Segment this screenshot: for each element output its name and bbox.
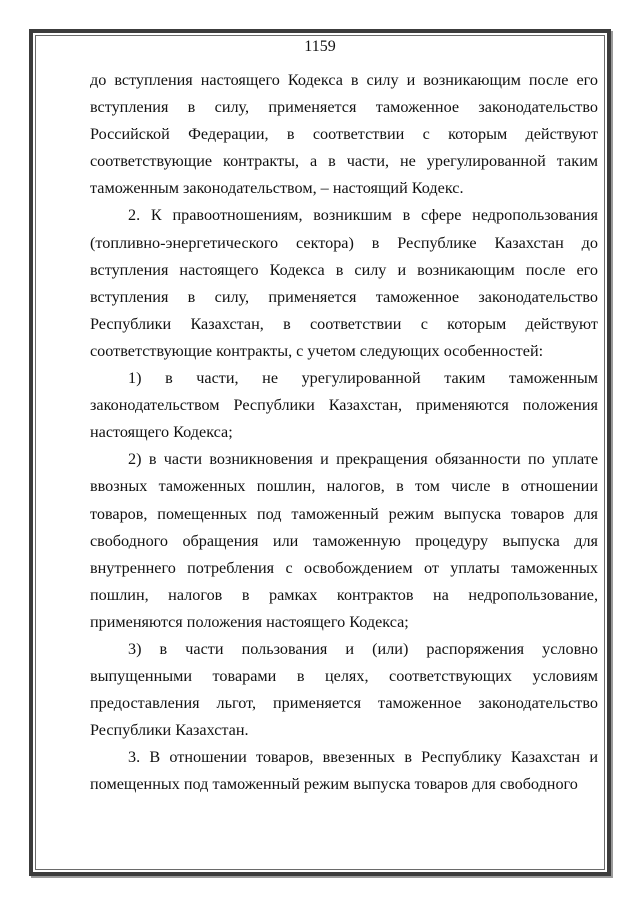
paragraph-item-2: 2. К правоотношениям, возникшим в сфере недропользования (топливно-энергетического сектора) в Республике Казахстан до вступления настоящего Кодекса в силу и возникающим после его вступления в силу, применяется таможенное законодательство Республики Казахстан, в соответствии с которым действуют соответствующие контракты, с учетом следующих особенностей:: [90, 206, 598, 360]
page-number: 1159: [304, 38, 336, 55]
paragraph-item-3: 3. В отношении товаров, ввезенных в Республику Казахстан и помещенных под таможенный режим выпуска товаров для свободного: [90, 748, 598, 794]
document-body: [90, 67, 598, 799]
paragraph-subitem-3: 3) в части пользования и (или) распоряжения условно выпущенными товарами в целях, соответствующих условиям предоставления льгот, применяется таможенное законодательство Республики Казахстан.: [90, 639, 598, 740]
paragraph-continuation: до вступления настоящего Кодекса в силу и возникающим после его вступления в силу, применяется таможенное законодательство Российской Федерации, в соответствии с которым действуют соответствующие контракты, а в части, не урегулированной таким таможенным законодательством, – настоящий Кодекс.: [90, 71, 598, 198]
paragraph-subitem-2: 2) в части возникновения и прекращения обязанности по уплате ввозных таможенных пошлин, налогов, в том числе в отношении товаров, помещенных под таможенный режим выпуска товаров для свободного обращения или таможенную процедуру выпуска для внутреннего потребления с освобождением от уплаты таможенных пошлин, налогов в рамках контрактов на недропользование, применяются положения настоящего Кодекса;: [90, 450, 598, 631]
paragraph-subitem-1: 1) в части, не урегулированной таким таможенным законодательством Республики Казахстан, применяются положения настоящего Кодекса;: [90, 369, 598, 442]
